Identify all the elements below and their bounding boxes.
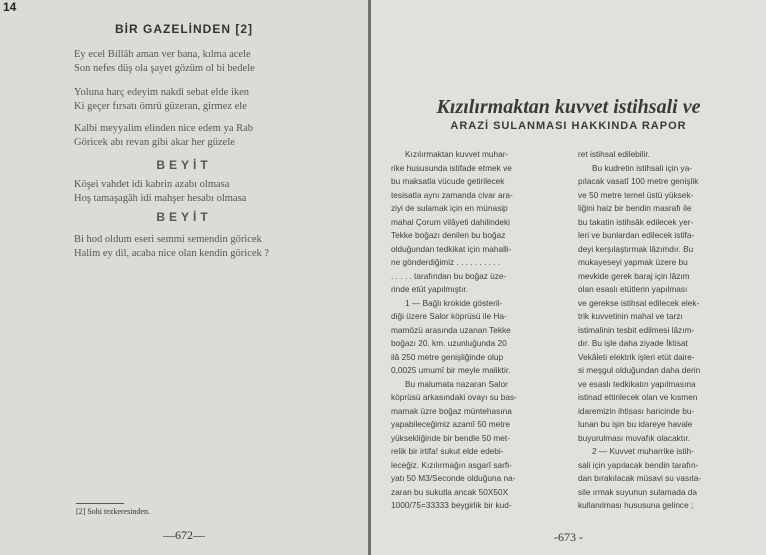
text-line: ve gerekse istihsal edilecek elek- [578, 297, 700, 308]
text-line: trik kuvvetinin mahal ve tarzı [578, 311, 683, 321]
verse-line: Yoluna harç edeyim nakdi sebat elde iken [74, 87, 250, 98]
text-line: pılacak vasatî 100 metre genişlik [578, 176, 699, 186]
text-line: ve 50 metre temel üstü yüksek- [578, 189, 694, 200]
text-line: sile ırmak suyunun sulamada da [578, 486, 697, 497]
text-line: rike hususunda istifade etmek ve [391, 162, 512, 173]
text-column-left [391, 148, 561, 513]
text-line: 0,0025 umumî bir meyle maliktir. [391, 365, 511, 375]
article-subtitle: ARAZİ SULANMASI HAKKINDA RAPOR [450, 120, 687, 132]
top-page-number: 14 [3, 0, 17, 14]
stanza-1 [74, 48, 344, 76]
stanza-2 [74, 86, 344, 114]
page-number: -673 - [554, 530, 583, 544]
text-line: yapabileceğimiz azamî 50 metre [391, 419, 510, 429]
text-line: 1000/75=33333 beygirlik bir kud- [391, 500, 512, 510]
text-line: lunan bu işin bu idareye havale [578, 419, 693, 429]
text-line: sali için yapılacak bendin tarafın- [578, 459, 699, 470]
text-line: mahal Çorum vilâyeti dahilindeki [391, 216, 510, 227]
text-line: buyurulması muvafık olacaktır. [578, 432, 691, 443]
text-line: yatı 50 M3/Seconde olduğuna na- [391, 473, 516, 483]
article-title: Kızılırmaktan kuvvet istihsali ve [436, 96, 701, 118]
text-line: mamak üzre boğaz müntehasına [391, 405, 512, 416]
text-line: bu takatin istihsâk edilecek yer- [578, 216, 694, 227]
verse-line: Ey ecel Billâh aman ver bana, kılma acele [74, 49, 251, 60]
text-line: ne gönderdiğimiz . . . . . . . . . . [391, 257, 501, 267]
verse-line: Kalbi meyyalim elinden nice edem ya Rab [74, 123, 254, 134]
text-line: istimalinin tesbit edilmesi lâzım- [578, 324, 695, 335]
text-line: kullanılması hususuna gelince ; [578, 500, 694, 510]
text-line: dır. Bu işle daha ziyade İktisat [578, 338, 688, 348]
verse-line: Son nefes düş ola şayet gözüm ol bi bedele [74, 63, 255, 74]
text-line: Bu malumata nazaran Salor [405, 378, 508, 389]
verse-line: Bi hod oldum eseri semmi semendin göricek [74, 234, 262, 245]
text-line: relik bir irtifa! sukut elde edebi- [391, 446, 504, 456]
verse-line: Göricek abı revan gibi akar her güzele [74, 137, 235, 148]
text-line: mevkide gerek baraj için lâzım [578, 270, 690, 281]
text-line: mamözü arasında uzanan Tekke [391, 324, 511, 335]
text-line: olduğundan tedkikat için mahalli- [391, 243, 512, 254]
text-line: köprüsü arkasındaki ovayı su bas- [391, 392, 517, 402]
left-page [0, 0, 368, 555]
text-line: leceğiz. Kızılırmağın asgarî sarfi- [391, 459, 512, 470]
text-line: dan bırakılacak müsavi su vasıta- [578, 473, 702, 483]
text-line: tesisatla aynı zamanda civar ara- [391, 189, 513, 200]
text-line: ret istihsal edilebilir. [578, 149, 650, 159]
poem-title: BİR GAZELİNDEN [2] [115, 22, 253, 36]
verse-line: Köşei vahdet idi kabrin azabı olmasa [74, 179, 230, 190]
text-line: rinde etüt yapılmıştır. [391, 284, 469, 294]
text-line: olan esaslı etütlerin yapılması [578, 284, 688, 294]
beyit-heading: BEYİT [156, 210, 212, 224]
beyit-verses [74, 233, 344, 261]
text-line: 2 — Kuvvet muharrike istih- [592, 446, 694, 456]
text-line: idaremizin ihtisası haricinde bu- [578, 405, 695, 416]
text-line: zaran bu sukutla ancak 50X50X [391, 486, 509, 497]
text-line: Kızılırmaktan kuvvet muhar- [405, 149, 509, 159]
stanza-3 [74, 122, 344, 150]
text-line: boğazı 20. km. uzunluğunda 20 [391, 338, 507, 348]
verse-line: Ki geçer fırsatı ömrü güzeran, girmez ele [74, 101, 247, 112]
text-line: Vekâleti elektrik işleri etüt daire- [578, 351, 695, 362]
beyit-heading: BEYİT [156, 158, 212, 172]
text-line: Bu kudretin istihsali için ya- [592, 162, 693, 173]
page-number: —672— [163, 528, 205, 542]
verse-line: Halim ey dil, acaba nice olan kendin göricek ? [74, 248, 270, 259]
text-line: deyi kerşılaştırmak lâzımdır. Bu [578, 243, 694, 254]
text-line: 1 — Bağlı krokide gösteril- [405, 297, 503, 308]
text-column-right [578, 148, 746, 513]
right-page [371, 0, 766, 555]
text-line: istinad ettirilecek olan ve kısmen [578, 392, 698, 402]
footnote: [2] Sohi tezkeresinden. [76, 507, 150, 516]
text-line: liğini haiz bir bendin masrafı ile [578, 203, 692, 213]
text-line: Tekke boğazı denilen bu boğaz [391, 230, 506, 240]
text-line: leri ve bunlardan edilecek istifa- [578, 230, 695, 240]
text-line: bu maksatla vücude getirilecek [391, 176, 505, 186]
text-line: si meşgul olduğundan daha derin [578, 365, 701, 375]
text-line: . . . . . tarafından bu boğaz üze- [391, 270, 507, 281]
text-line: ilâ 250 metre genişliğinde olup [391, 351, 504, 362]
verse-line: Hoş tamaşagâh idi mahşer hesabı olmasa [74, 193, 247, 204]
text-line: ve esaslı tedkikatın yapılmasına [578, 378, 696, 389]
beyit-verses [74, 178, 344, 206]
footnote-rule [76, 503, 124, 504]
text-line: mukayeseyi yapmak üzere bu [578, 257, 688, 267]
text-line: diği üzere Salor köprüsü ile Ha- [391, 311, 507, 321]
text-line: ziyi de sulamak için en münasip [391, 203, 508, 213]
text-line: yüksekliğinde bir bendle 50 met- [391, 432, 510, 443]
